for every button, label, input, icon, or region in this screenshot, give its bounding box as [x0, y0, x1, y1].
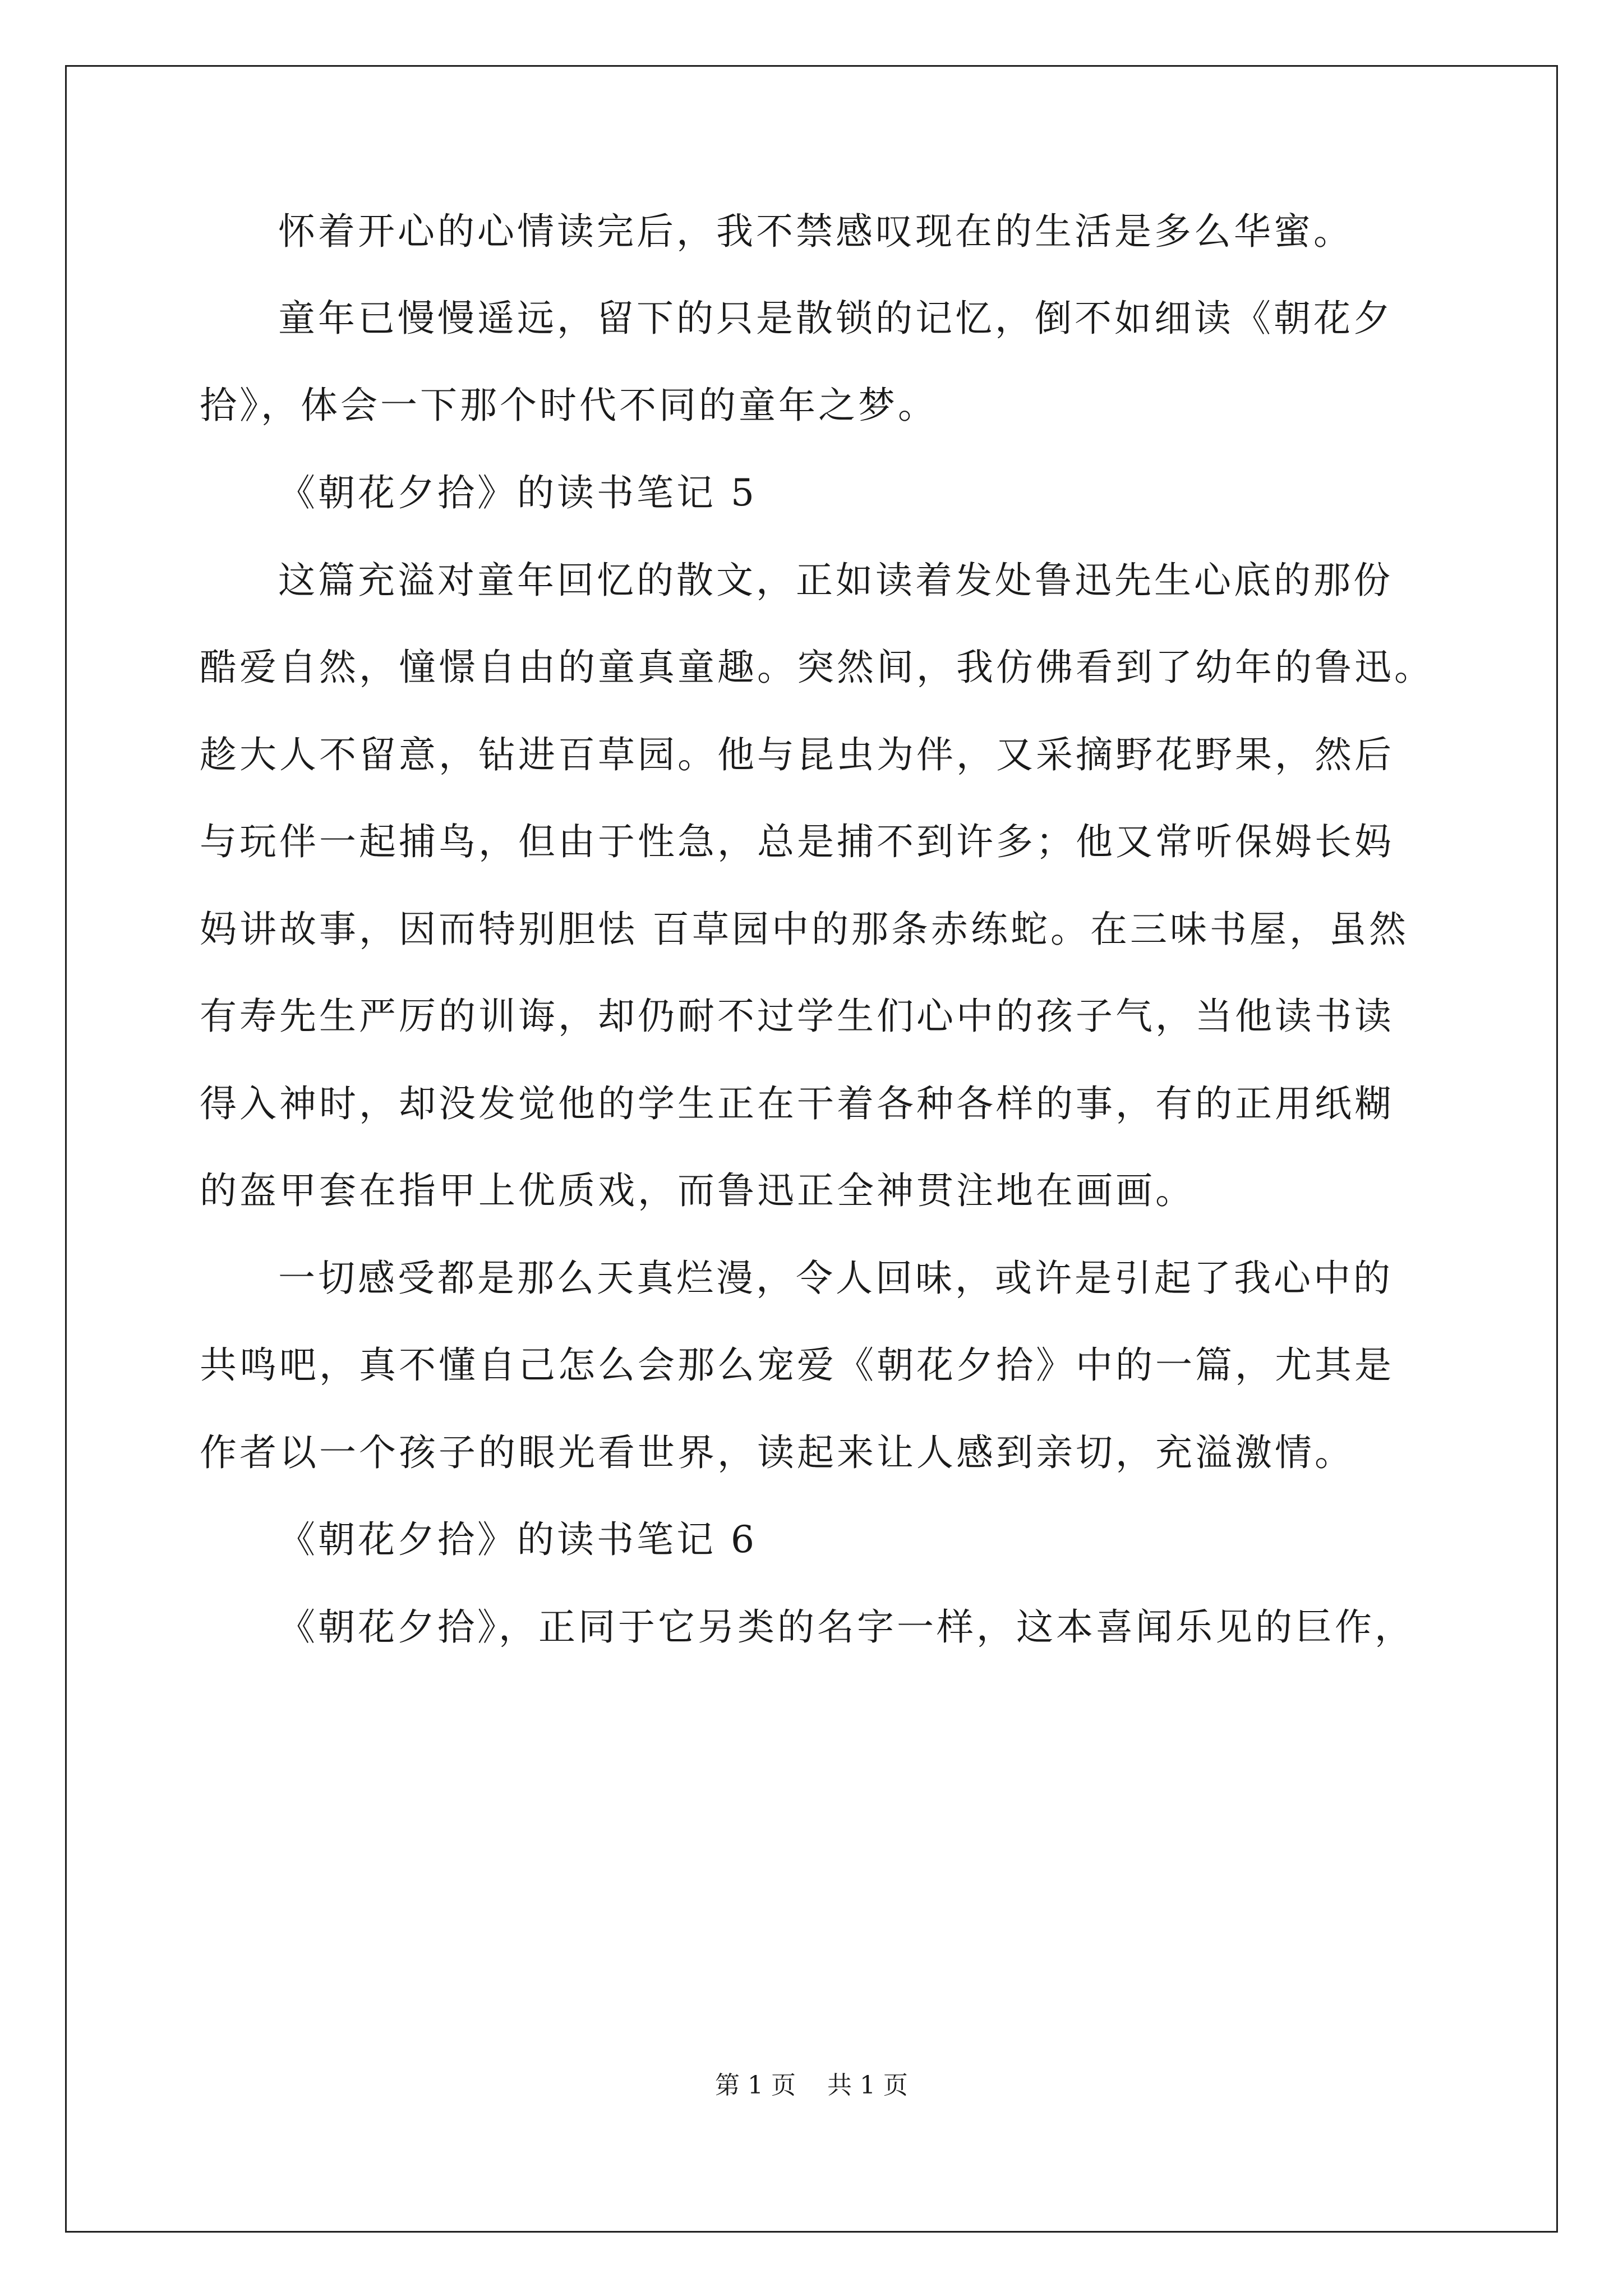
paragraph-line: 《朝花夕拾》，正同于它另类的名字一样，这本喜闻乐见的巨作， — [278, 1605, 1414, 1649]
paragraph-line: 趁大人不留意，钻进百草园。他与昆虫为伴，又采摘野花野果，然后 — [200, 733, 1394, 776]
paragraph-line: 妈讲故事，因而特别胆怯 百草园中的那条赤练蛇。在三味书屋，虽然 — [200, 908, 1409, 951]
section-heading: 《朝花夕拾》的读书笔记 6 — [278, 1518, 757, 1561]
paragraph-line: 这篇充溢对童年回忆的散文，正如读着发处鲁迅先生心底的那份 — [278, 559, 1393, 602]
paragraph-line: 一切感受都是那么天真烂漫，令人回味，或许是引起了我心中的 — [278, 1257, 1393, 1300]
paragraph-line: 与玩伴一起捕鸟，但由于性急，总是捕不到许多；他又常听保姆长妈 — [200, 820, 1394, 863]
page-footer: 第 1 页 共 1 页 — [715, 2071, 908, 2100]
paragraph-line: 怀着开心的心情读完后，我不禁感叹现在的生活是多么华蜜。 — [278, 210, 1353, 253]
paragraph-line: 的盔甲套在指甲上优质戏，而鲁迅正全神贯注地在画画。 — [200, 1169, 1195, 1212]
paragraph-line: 得入神时，却没发觉他的学生正在干着各种各样的事，有的正用纸糊 — [200, 1082, 1394, 1125]
paragraph-line: 有寿先生严厉的训诲，却仍耐不过学生们心中的孩子气，当他读书读 — [200, 995, 1394, 1038]
paragraph-line: 酷爱自然，憧憬自由的童真童趣。突然间，我仿佛看到了幼年的鲁迅。 — [200, 646, 1434, 689]
paragraph-line: 童年已慢慢遥远，留下的只是散锁的记忆，倒不如细读《朝花夕 — [278, 297, 1393, 340]
paragraph-line: 拾》，体会一下那个时代不同的童年之梦。 — [200, 384, 938, 427]
paragraph-line: 作者以一个孩子的眼光看世界，读起来让人感到亲切，充溢激情。 — [200, 1431, 1354, 1474]
section-heading: 《朝花夕拾》的读书笔记 5 — [278, 471, 757, 514]
paragraph-line: 共鸣吧，真不懂自己怎么会那么宠爱《朝花夕拾》中的一篇，尤其是 — [200, 1343, 1394, 1387]
